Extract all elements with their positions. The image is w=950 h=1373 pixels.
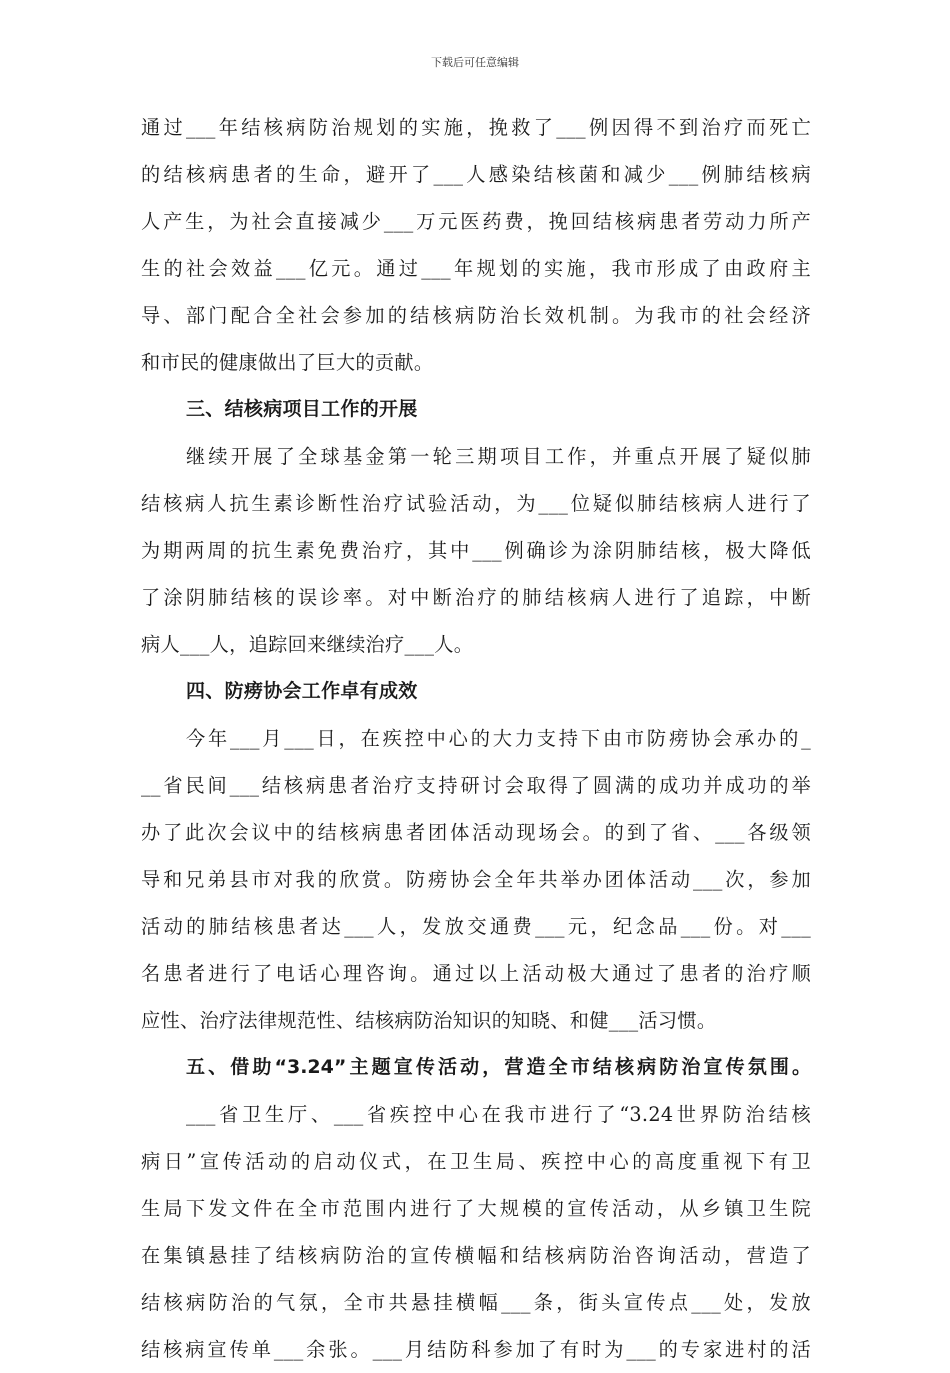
paragraph-line: 在集镇悬挂了结核病防治的宣传横幅和结核病防治咨询活动，营造了 <box>141 1244 811 1267</box>
paragraph-line: 和市民的健康做出了巨大的贡献。 <box>141 351 434 374</box>
section-heading: 三、结核病项目工作的开展 <box>186 398 418 420</box>
paragraph-line: 通过___年结核病防治规划的实施，挽救了___例因得不到治疗而死亡 <box>141 116 811 139</box>
paragraph-line: 办了此次会议中的结核病患者团体活动现场会。的到了省、___各级领 <box>141 821 811 844</box>
paragraph-line: 病人___人，追踪回来继续治疗___人。 <box>141 633 474 656</box>
section-heading: 五、借助“3.24”主题宣传活动，营造全市结核病防治宣传氛围。 <box>186 1056 811 1078</box>
document-body <box>141 104 811 1373</box>
paragraph-line: 人产生，为社会直接减少___万元医药费，挽回结核病患者劳动力所产 <box>141 210 811 233</box>
paragraph-line: ___省卫生厅、___省疾控中心在我市进行了“3.24世界防治结核 <box>186 1103 811 1126</box>
paragraph-line: 结核病宣传单___余张。___月结防科参加了有时为___的专家进村的活 <box>141 1338 811 1361</box>
paragraph-line: 导、部门配合全社会参加的结核病防治长效机制。为我市的社会经济 <box>141 304 811 327</box>
paragraph-line: 结核病人抗生素诊断性治疗试验活动，为___位疑似肺结核病人进行了 <box>141 492 811 515</box>
section-heading: 四、防痨协会工作卓有成效 <box>186 680 418 702</box>
paragraph-line: 导和兄弟县市对我的欣赏。防痨协会全年共举办团体活动___次，参加 <box>141 868 811 891</box>
paragraph-line: 了涂阴肺结核的误诊率。对中断治疗的肺结核病人进行了追踪，中断 <box>141 586 811 609</box>
paragraph-line: 今年___月___日，在疾控中心的大力支持下由市防痨协会承办的_ <box>186 727 811 750</box>
paragraph-line: 活动的肺结核患者达___人，发放交通费___元，纪念品___份。对___ <box>141 915 811 938</box>
page-header: 下载后可任意编辑 <box>431 56 519 69</box>
paragraph-line: __省民间___结核病患者治疗支持研讨会取得了圆满的成功并成功的举 <box>141 774 811 797</box>
paragraph-line: 生的社会效益___亿元。通过___年规划的实施，我市形成了由政府主 <box>141 257 811 280</box>
paragraph-line: 结核病防治的气氛，全市共悬挂横幅___条，街头宣传点___处，发放 <box>141 1291 811 1314</box>
paragraph-line: 病日”宣传活动的启动仪式，在卫生局、疾控中心的高度重视下有卫 <box>141 1150 811 1173</box>
paragraph-line: 生局下发文件在全市范围内进行了大规模的宣传活动，从乡镇卫生院 <box>141 1197 811 1220</box>
paragraph-line: 为期两周的抗生素免费治疗，其中___例确诊为涂阴肺结核，极大降低 <box>141 539 811 562</box>
paragraph-line: 继续开展了全球基金第一轮三期项目工作，并重点开展了疑似肺 <box>186 445 811 468</box>
paragraph-line: 的结核病患者的生命，避开了___人感染结核菌和减少___例肺结核病 <box>141 163 811 186</box>
paragraph-line: 应性、治疗法律规范性、结核病防治知识的知晓、和健___活习惯。 <box>141 1009 717 1032</box>
paragraph-line: 名患者进行了电话心理咨询。通过以上活动极大通过了患者的治疗顺 <box>141 962 811 985</box>
